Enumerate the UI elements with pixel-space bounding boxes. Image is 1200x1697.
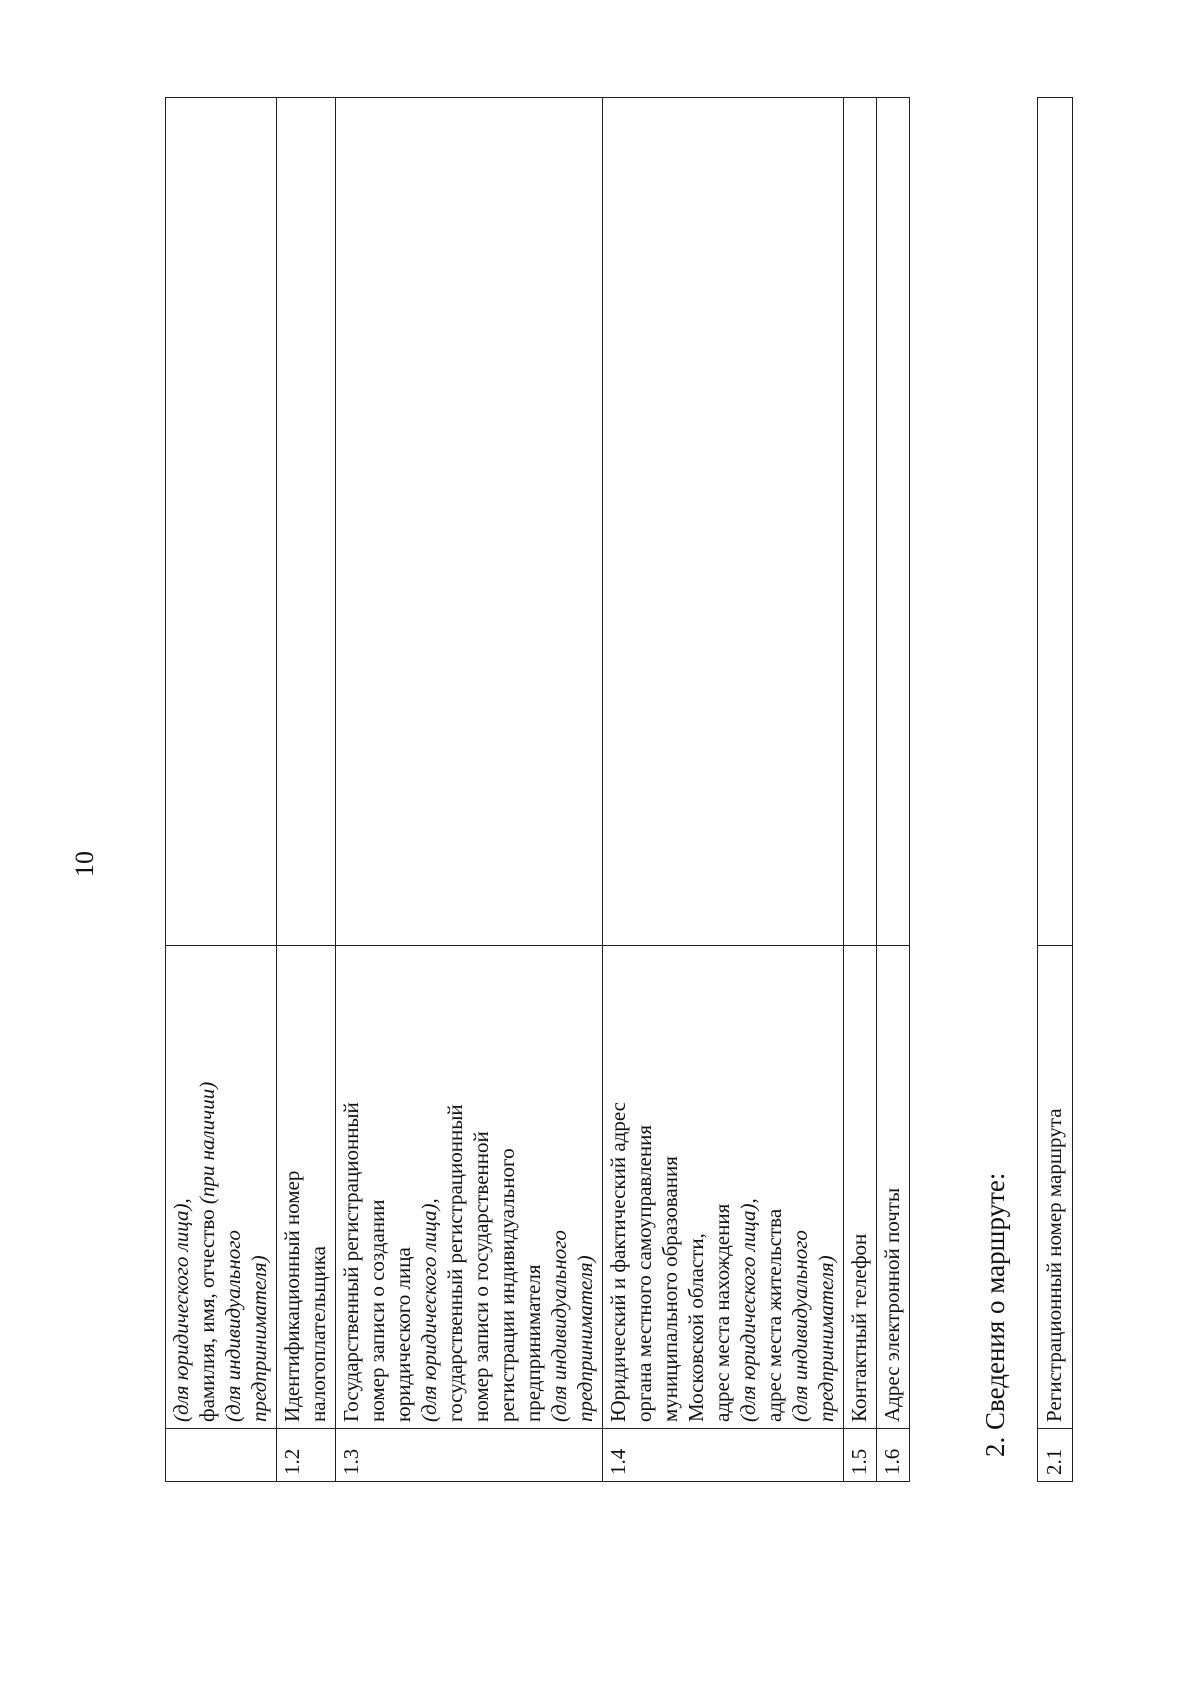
label-line: (для индивидуального	[221, 1230, 245, 1422]
row-label: Регистрационный номер маршрута	[1038, 946, 1073, 1429]
label-line: (для юридического лица),	[736, 1198, 760, 1422]
row-label	[877, 946, 910, 1429]
row-value[interactable]	[336, 98, 603, 946]
label-line: предпринимателя	[521, 1264, 545, 1422]
label-line: Московской области,	[684, 1233, 708, 1422]
label-line: адрес места жительства	[762, 1208, 786, 1422]
label-line: (для юридического лица),	[417, 1198, 441, 1422]
label-line: фамилия, имя, отчество (при наличии)	[195, 1081, 219, 1422]
label-line: предпринимателя)	[247, 1255, 271, 1422]
label-line: Юридический и фактический адрес	[606, 1102, 630, 1422]
row-value[interactable]	[603, 98, 844, 946]
row-label	[166, 946, 277, 1429]
table-row	[336, 98, 603, 1482]
label-line: муниципального образования	[658, 1156, 682, 1422]
row-label	[844, 946, 877, 1429]
row-value[interactable]	[844, 98, 877, 946]
page-number: 10	[70, 851, 99, 877]
label-line: (для индивидуального	[547, 1230, 571, 1422]
row-value[interactable]	[166, 98, 277, 946]
section-2-title: 2. Сведения о маршруте:	[980, 1172, 1010, 1457]
row-value[interactable]	[1038, 98, 1073, 946]
table-row	[166, 98, 277, 1482]
row-number: 1.5	[844, 1429, 877, 1482]
label-line: регистрации индивидуального	[495, 1148, 519, 1422]
table-row	[844, 98, 877, 1482]
row-value[interactable]	[877, 98, 910, 946]
route-info-table	[1037, 97, 1073, 1482]
row-label	[603, 946, 844, 1429]
label-line: Адрес электронной почты	[880, 1187, 904, 1422]
row-number: 1.4	[603, 1429, 844, 1482]
label-line: номер записи о государственной	[469, 1131, 493, 1422]
label-line: государственный регистрационный	[443, 1104, 467, 1422]
label-line: Идентификационный номер	[280, 1170, 304, 1422]
row-number: 1.6	[877, 1429, 910, 1482]
label-line: адрес места нахождения	[710, 1203, 734, 1422]
table-row	[1038, 98, 1073, 1482]
table-row	[877, 98, 910, 1482]
label-line: Контактный телефон	[847, 1233, 871, 1422]
label-line: предпринимателя)	[573, 1255, 597, 1422]
row-number	[166, 1429, 277, 1482]
applicant-info-table	[165, 97, 910, 1482]
table-row	[277, 98, 336, 1482]
row-number: 2.1	[1038, 1429, 1073, 1482]
label-line: (для индивидуального	[788, 1230, 812, 1422]
label-line: Государственный регистрационный	[339, 1102, 363, 1422]
table-row	[603, 98, 844, 1482]
label-line: предпринимателя)	[814, 1255, 838, 1422]
label-line: номер записи о создании	[365, 1199, 389, 1422]
row-number: 1.2	[277, 1429, 336, 1482]
row-label	[336, 946, 603, 1429]
row-label	[277, 946, 336, 1429]
label-line: органа местного самоуправления	[632, 1125, 656, 1422]
row-number: 1.3	[336, 1429, 603, 1482]
label-line: (для юридического лица),	[169, 1198, 193, 1422]
label-line: налогоплательщика	[306, 1246, 330, 1422]
row-value[interactable]	[277, 98, 336, 946]
label-line: юридического лица	[391, 1247, 415, 1422]
